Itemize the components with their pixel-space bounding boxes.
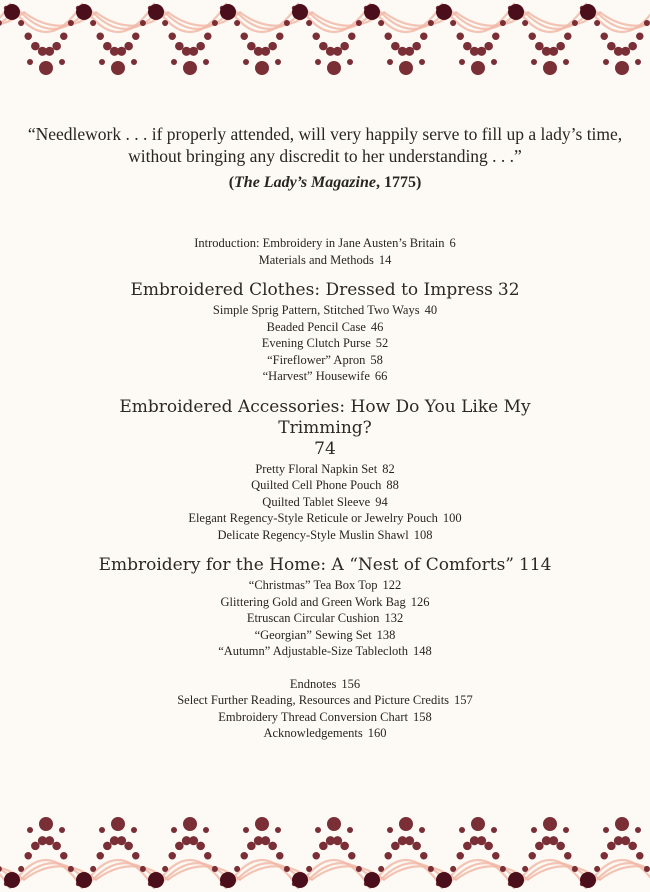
toc-entry: Quilted Tablet Sleeve 94 (262, 494, 388, 509)
toc-entry-conversion-chart: Embroidery Thread Conversion Chart 158 (218, 709, 432, 724)
toc-entry: Quilted Cell Phone Pouch 88 (251, 478, 399, 492)
section-title-clothes: Embroidered Clothes: Dressed to Impress 32 (130, 280, 520, 300)
toc-entry-materials: Materials and Methods 14 (258, 252, 392, 267)
section-title-accessories: Embroidered Accessories: How Do You Like My Trimming? 74 (119, 396, 531, 459)
epigraph-citation: (The Lady’s Magazine, 1775) (228, 174, 422, 191)
toc-entry-further-reading: Select Further Reading, Resources and Picture Credits 157 (177, 693, 473, 707)
section-title-home: Embroidery for the Home: A “Nest of Comforts” 114 (98, 555, 552, 575)
toc-entry: Etruscan Circular Cushion 132 (246, 611, 404, 625)
toc-entry: Simple Sprig Pattern, Stitched Two Ways 40 (212, 303, 438, 317)
toc-entry: Elegant Regency-Style Reticule or Jewelry Pouch 100 (188, 511, 462, 525)
table-of-contents (0, 235, 650, 742)
toc-entry-introduction: Introduction: Embroidery in Jane Austen’s Britain 6 (194, 236, 456, 250)
toc-entry: “Georgian” Sewing Set 138 (254, 627, 396, 642)
toc-entry: “Autumn” Adjustable-Size Tablecloth 148 (218, 644, 432, 658)
toc-entry: “Harvest” Housewife 66 (262, 369, 388, 383)
toc-entry: Evening Clutch Purse 52 (261, 336, 389, 350)
toc-entry-acknowledgements: Acknowledgements 160 (263, 726, 387, 740)
toc-entry: “Christmas” Tea Box Top 122 (248, 578, 402, 592)
toc-entry: “Fireflower” Apron 58 (267, 352, 383, 367)
toc-entry: Pretty Floral Napkin Set 82 (255, 461, 395, 476)
citation-source-title: The Lady’s Magazine (234, 174, 376, 191)
toc-entry: Glittering Gold and Green Work Bag 126 (220, 594, 430, 609)
epigraph (0, 123, 650, 192)
decorative-border-top (0, 0, 650, 90)
toc-entry: Beaded Pencil Case 46 (266, 319, 384, 334)
epigraph-quote: “Needlework . . . if properly attended, will very happily serve to fill up a lady’s time, without bringing any discredit to her understanding . . .” (27, 124, 623, 166)
toc-entry-endnotes: Endnotes 156 (289, 676, 361, 691)
toc-entry: Delicate Regency-Style Muslin Shawl 108 (217, 527, 433, 542)
decorative-border-bottom (0, 800, 650, 892)
